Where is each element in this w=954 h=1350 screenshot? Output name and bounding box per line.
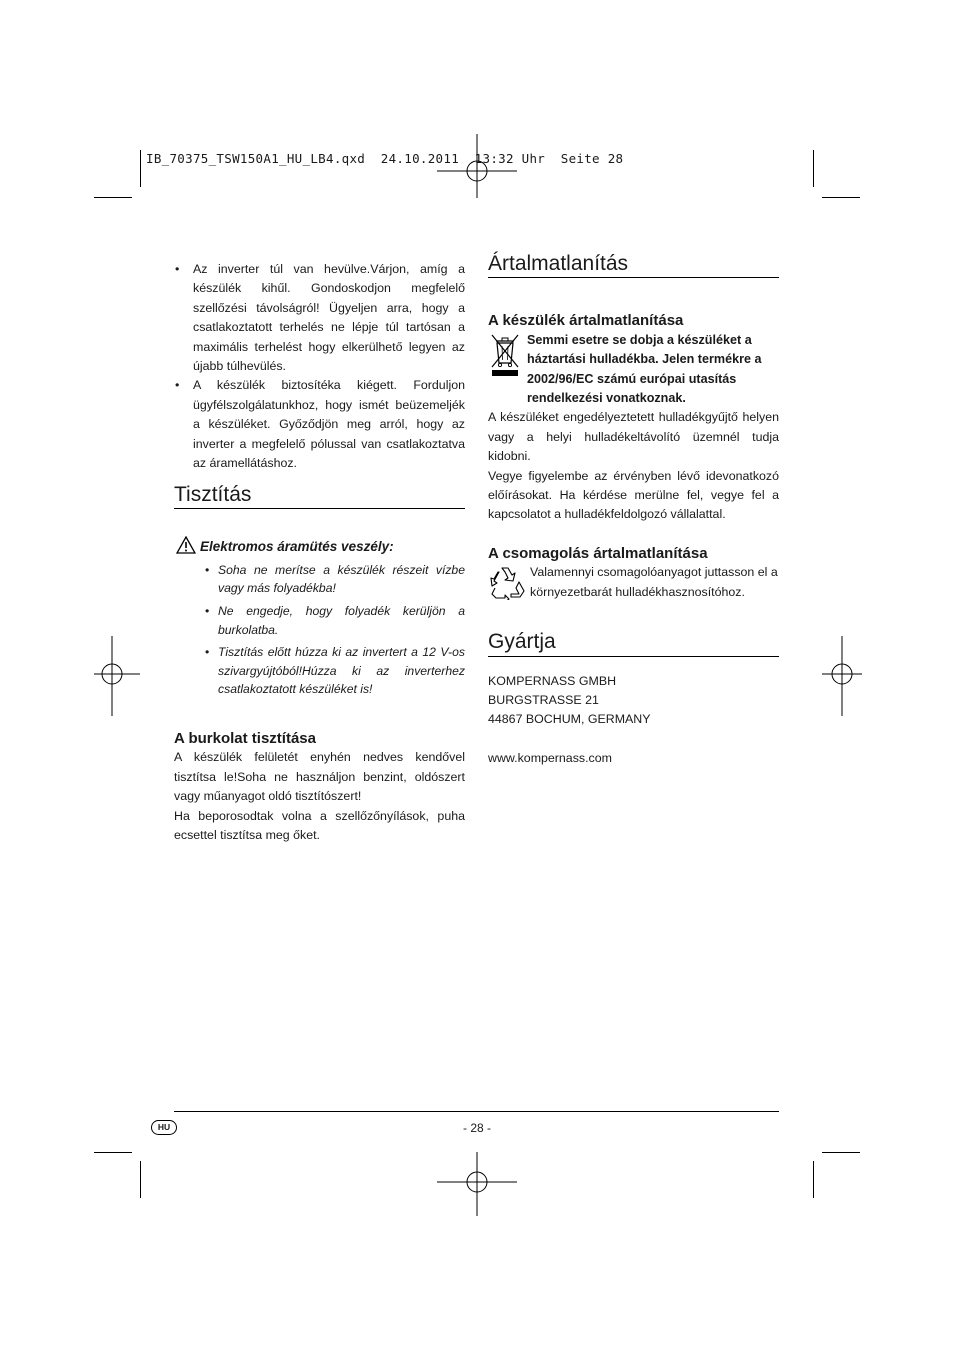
manufacturer-heading: Gyártja	[488, 632, 779, 656]
language-badge: HU	[151, 1120, 177, 1135]
device-disposal-text-1: A készüléket engedélyeztetett hulladékgyűjtő helyen vagy a helyi hulladékeltávolító üzemnél tudja kidobni.	[488, 410, 779, 464]
page-number: - 28 -	[462, 1121, 491, 1135]
troubleshooting-list	[174, 260, 465, 473]
list-item: • Ne engedje, hogy folyadék kerüljön a burkolatba.	[205, 602, 465, 639]
right-column	[488, 254, 779, 768]
cleaning-heading: Tisztítás	[174, 485, 465, 509]
manufacturer-address	[488, 672, 779, 769]
housing-text-2: Ha beporosodtak volna a szellőzőnyílások, puha ecsettel tisztítsa meg őket.	[174, 808, 465, 842]
device-disposal-warning: Semmi esetre se dobja a készüléket a háztartási hulladékba. Jelen termékre a 2002/96/EC számú európai utasítás rendelkezési vonatkoznak.	[527, 332, 762, 406]
list-item: • Tisztítás előtt húzza ki az invertert a 12 V-os szivargyújtóból!Húzza ki az inverterhez csatlakoztatott készüléket is!	[205, 643, 465, 699]
device-disposal-heading: A készülék ártalmatlanítása	[488, 312, 684, 330]
housing-text-1: A készülék felületét enyhén nedves kendővel tisztítsa le!Soha ne használjon benzint, oldószert vagy műanyagot oldó tisztítószert!	[174, 750, 465, 804]
crossed-out-bin-icon	[490, 333, 520, 377]
left-column	[174, 260, 465, 473]
packaging-disposal-heading: A csomagolás ártalmatlanítása	[488, 544, 708, 562]
file-slug-line: IB_70375_TSW150A1_HU_LB4.qxd 24.10.2011 13:32 Uhr Seite 28	[146, 151, 624, 166]
warning-title: Elektromos áramütés veszély:	[200, 539, 394, 555]
warning-list	[205, 561, 465, 699]
device-disposal-block	[488, 331, 779, 409]
disposal-heading: Ártalmatlanítás	[488, 254, 779, 278]
list-item: • Az inverter túl van hevülve.Várjon, amíg a készülék kihűl. Gondoskodjon megfelelő szellőzési távolságról! Ügyeljen arra, hogy a csatlakoztatott terhelés ne lépje túl tartósan a maximális terhelést hogy elkerülhető legyen az újabb túlhevülés.	[174, 260, 465, 376]
cleaning-section	[174, 485, 465, 845]
warning-triangle-icon	[176, 536, 196, 554]
recycle-icon	[489, 564, 527, 600]
housing-cleaning-heading: A burkolat tisztítása	[174, 729, 316, 747]
address-line: BURGSTRASSE 21	[488, 692, 599, 707]
list-item: • A készülék biztosítéka kiégett. Forduljon ügyfélszolgálatunkhoz, hogy ismét beüzemeljék a készüléket. Győződjön meg arról, hogy az inverter a megfelelő pólussal van csatlakoztatva az áramellátáshoz.	[174, 376, 465, 473]
packaging-disposal-block	[488, 563, 779, 602]
address-line: KOMPERNASS GMBH	[488, 673, 617, 688]
device-disposal-text-2: Vegye figyelembe az érvényben lévő idevonatkozó előírásokat. Ha kérdése merülne fel, vegye fel a kapcsolatot a hulladékfeldolgozó vállalattal.	[488, 468, 779, 522]
website: www.kompernass.com	[488, 750, 612, 765]
footer-rule	[174, 1111, 779, 1112]
list-item: • Soha ne merítse a készülék részeit vízbe vagy más folyadékba!	[205, 561, 465, 598]
warning-block	[174, 537, 465, 699]
address-line: 44867 BOCHUM, GERMANY	[488, 712, 651, 727]
packaging-disposal-text: Valamennyi csomagolóanyagot juttasson el a környezetbarát hulladékhasznosítóhoz.	[530, 565, 778, 599]
